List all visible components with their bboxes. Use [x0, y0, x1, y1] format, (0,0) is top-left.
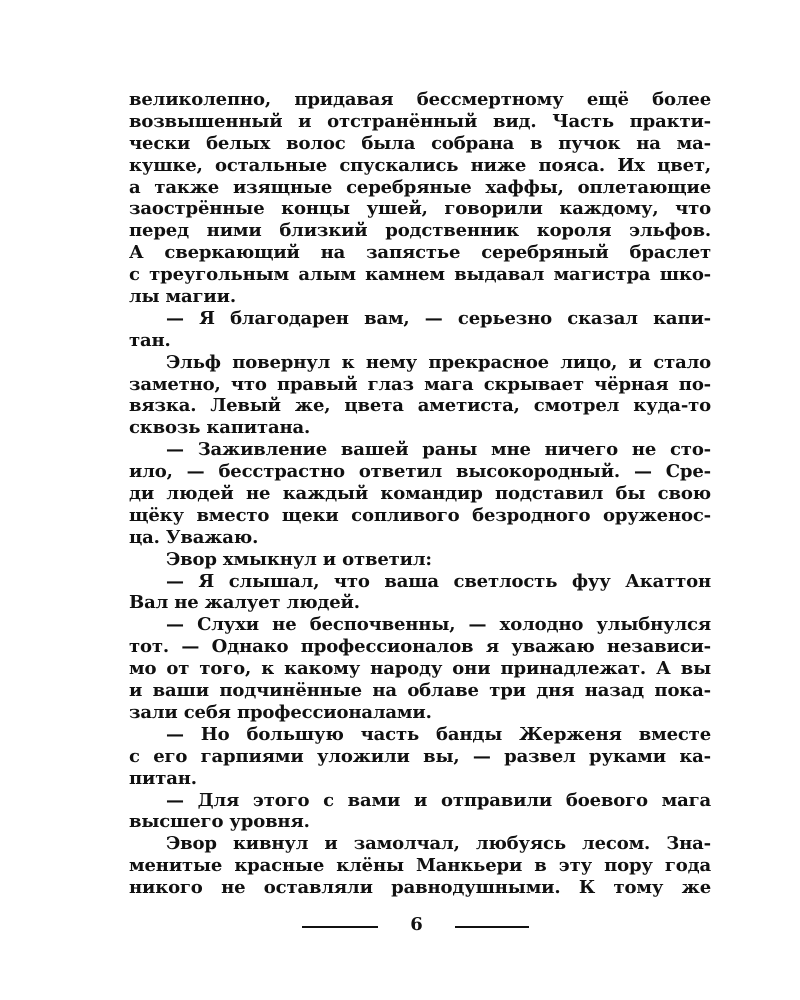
text-line: никого не оставляли равнодушными. К тому же [129, 877, 711, 899]
text-line: тан. [129, 329, 171, 351]
page-footer [0, 912, 800, 938]
text-line: чески белых волос была собрана в пучок на ма- [129, 132, 711, 154]
page-text-block [129, 89, 711, 899]
text-line: ди людей не каждый командир подставил бы свою [129, 483, 711, 505]
text-line: менитые красные клёны Манкьери в эту пору года [129, 855, 711, 877]
text-line: а также изящные серебряные хаффы, оплетающие [129, 176, 711, 198]
text-line: перед ними близкий родственник короля эльфов. [129, 220, 711, 242]
text-line: высшего уровня. [129, 811, 310, 833]
text-line: заметно, что правый глаз мага скрывает чёрная по- [129, 373, 711, 395]
text-line: А сверкающий на запястье серебряный браслет [129, 242, 711, 264]
text-line: — Я слышал, что ваша светлость фуу Акаттон [166, 570, 711, 592]
text-line: тот. — Однако профессионалов я уважаю независи- [129, 636, 711, 658]
footer-rule-left [302, 926, 378, 928]
text-line: Эльф повернул к нему прекрасное лицо, и стало [166, 351, 711, 373]
text-line: заострённые концы ушей, говорили каждому, что [129, 198, 711, 220]
text-line: ило, — бесстрастно ответил высокородный. — Сре- [129, 461, 711, 483]
text-line: великолепно, придавая бессмертному ещё более [129, 89, 711, 110]
text-line: и ваши подчинённые на облаве три дня назад пока- [129, 680, 711, 702]
text-line: с его гарпиями уложили вы, — развел руками ка- [129, 745, 711, 767]
text-line: — Слухи не беспочвенны, — холодно улыбнулся [166, 614, 711, 636]
text-line: кушке, остальные спускались ниже пояса. Их цвет, [129, 154, 711, 176]
text-line: Эвор кивнул и замолчал, любуясь лесом. Зна- [166, 833, 711, 855]
text-line: с треугольным алым камнем выдавал магистра шко- [129, 264, 711, 286]
text-line: питан. [129, 767, 197, 789]
text-line: лы магии. [129, 286, 236, 308]
text-line: сквозь капитана. [129, 417, 311, 439]
text-line: — Я благодарен вам, — серьезно сказал капи- [166, 307, 711, 329]
text-line: ца. Уважаю. [129, 526, 259, 548]
page-number: 6 [410, 914, 423, 935]
text-line: вязка. Левый же, цвета аметиста, смотрел куда-то [129, 395, 711, 417]
text-line: — Заживление вашей раны мне ничего не сто- [166, 439, 711, 461]
text-line: возвышенный и отстранённый вид. Часть практи- [129, 110, 711, 132]
text-line: зали себя профессионалами. [129, 701, 432, 723]
text-line: — Но большую часть банды Жерженя вместе [166, 723, 711, 745]
text-line: мо от того, к какому народу они принадлежат. А вы [129, 658, 711, 680]
text-line: Вал не жалует людей. [129, 592, 360, 614]
footer-rule-right [455, 926, 529, 928]
text-line: Эвор хмыкнул и ответил: [166, 548, 432, 570]
text-line: — Для этого с вами и отправили боевого мага [166, 789, 711, 811]
text-line: щёку вместо щеки сопливого безродного оруженос- [129, 504, 711, 526]
